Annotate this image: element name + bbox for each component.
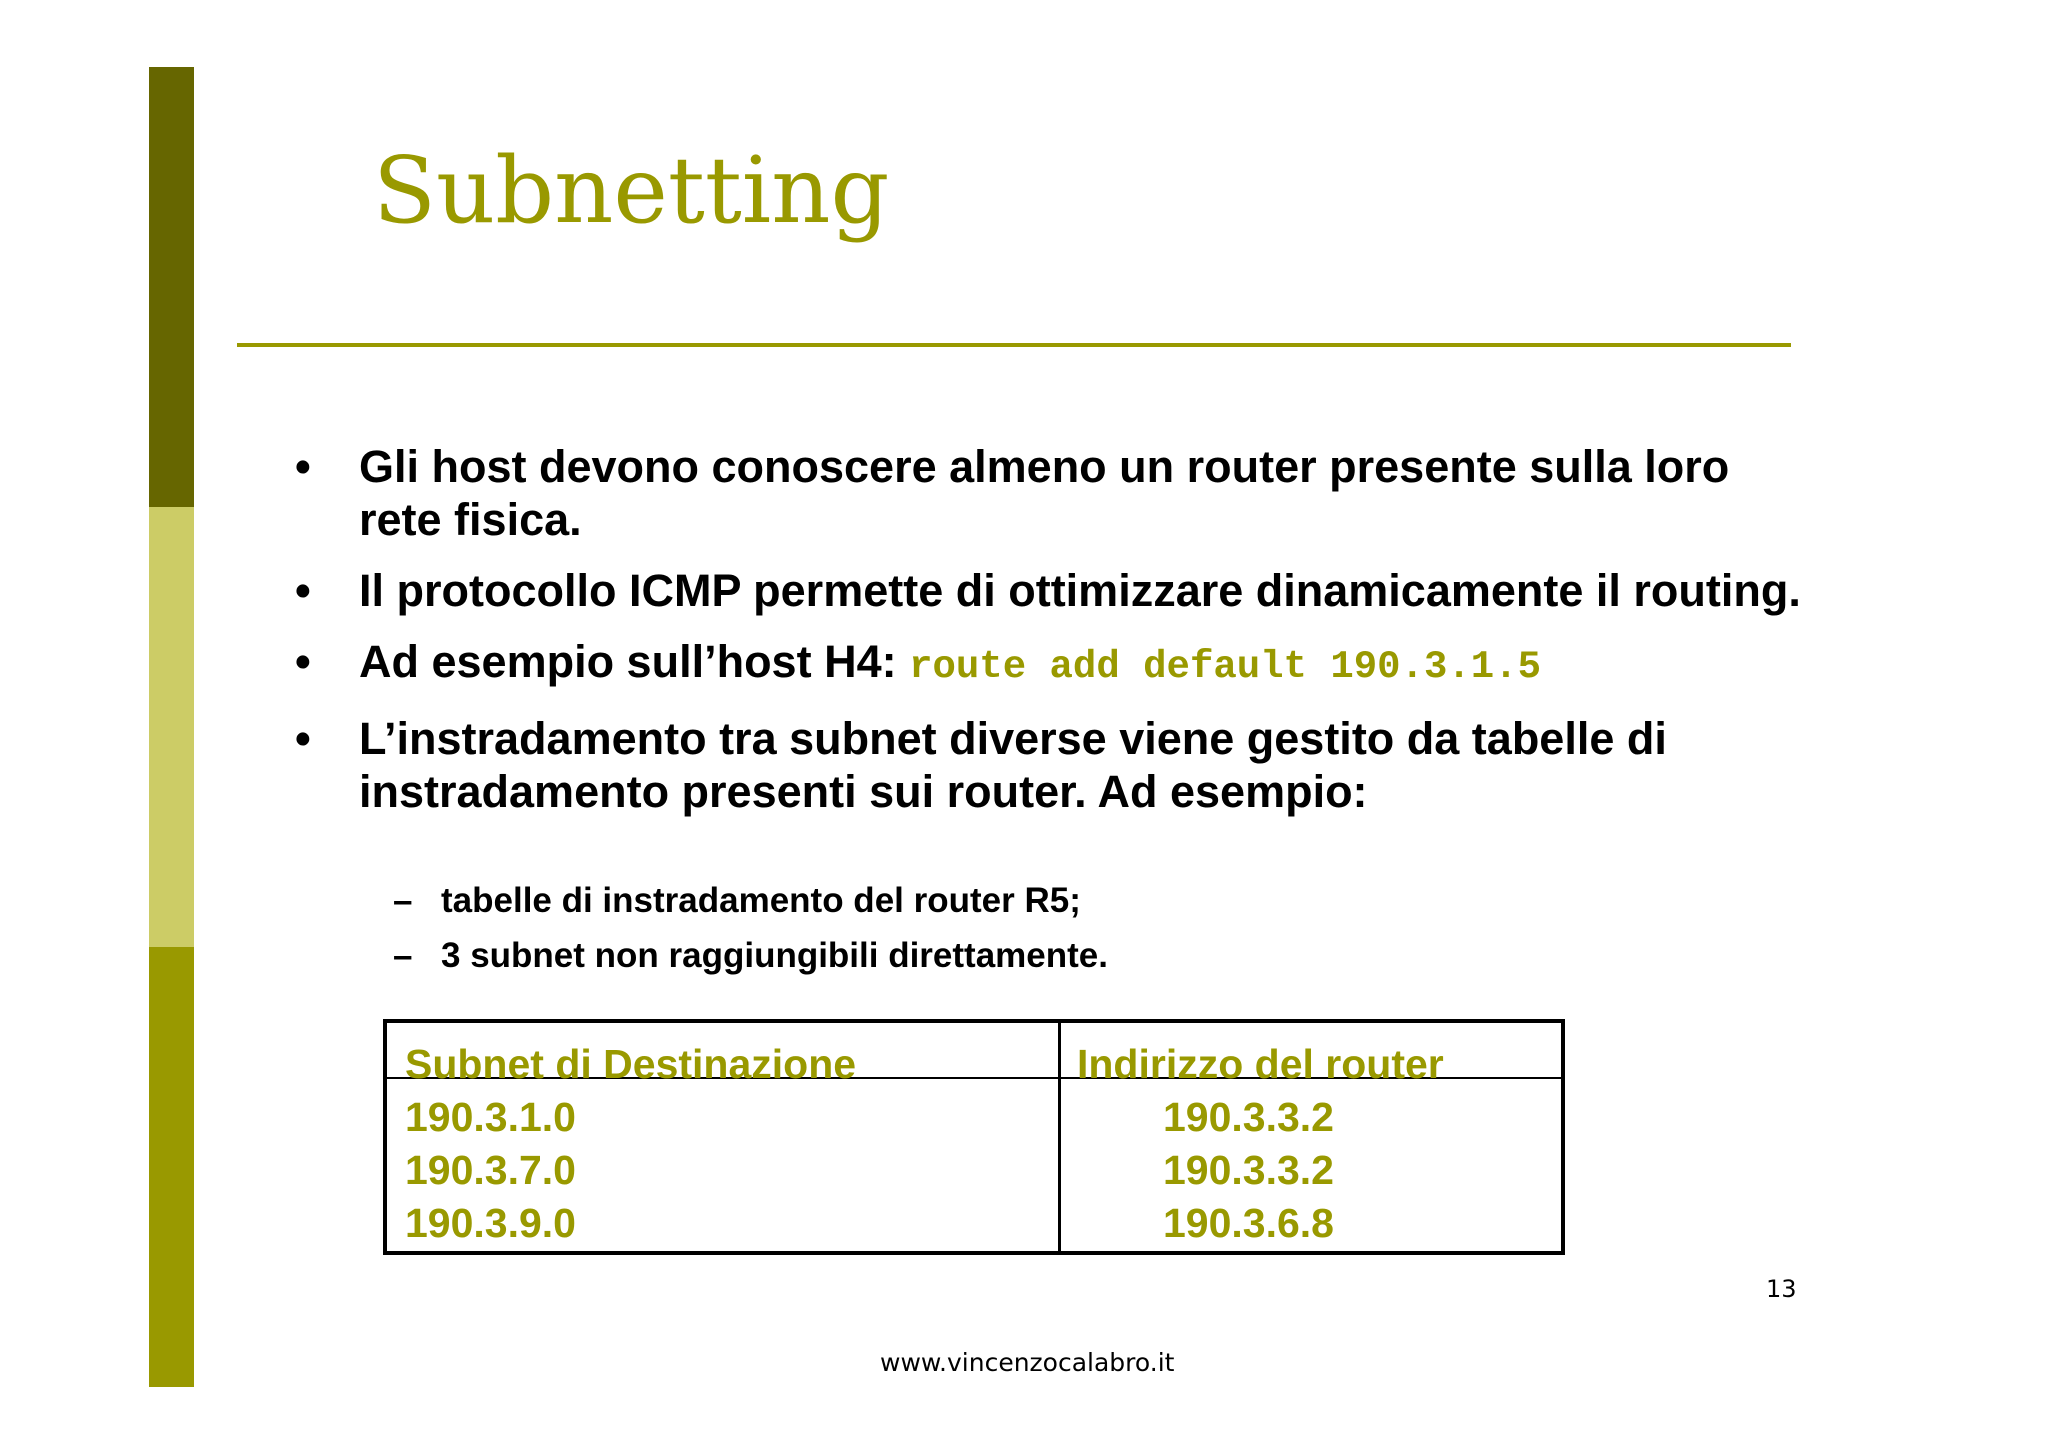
bullet-marker: •	[295, 713, 311, 764]
sub-bullet-marker: –	[393, 936, 413, 975]
bullet-marker: •	[295, 565, 311, 616]
sub-bullet-text: 3 subnet non raggiungibili direttamente.	[441, 936, 1108, 975]
sub-bullet-list	[393, 880, 1108, 990]
slide-title: Subnetting	[373, 137, 890, 244]
page-number: 13	[1766, 1275, 1797, 1303]
sub-bullet-text: tabelle di instradamento del router R5;	[441, 881, 1081, 920]
bullet-item	[295, 635, 1805, 694]
bullet-text: Ad esempio sull’host H4:	[359, 636, 910, 687]
column-divider	[1058, 1023, 1061, 1251]
bullet-item	[295, 440, 1805, 546]
sub-bullet-item	[393, 935, 1108, 977]
side-bar-dark	[149, 67, 194, 507]
title-underline	[237, 343, 1791, 347]
side-bar-light	[149, 507, 194, 947]
bullet-text: Gli host devono conoscere almeno un router presente sulla loro rete fisica.	[359, 441, 1730, 545]
bullet-marker: •	[295, 636, 311, 687]
bullet-item	[295, 712, 1805, 818]
header-router: Indirizzo del router	[1077, 1041, 1444, 1087]
bullet-text: L’instradamento tra subnet diverse viene gestito da tabelle di instradamento presenti sui router. Ad esempio:	[359, 713, 1667, 817]
footer-url: www.vincenzocalabro.it	[880, 1348, 1175, 1377]
table-cell-router: 190.3.3.2	[1163, 1094, 1334, 1140]
route-command: route add default 190.3.1.5	[909, 645, 1541, 689]
header-destination: Subnet di Destinazione	[405, 1041, 857, 1087]
table-cell-destination: 190.3.9.0	[405, 1200, 576, 1246]
sub-bullet-marker: –	[393, 881, 413, 920]
side-bar-medium	[149, 947, 194, 1387]
sub-bullet-item	[393, 880, 1108, 922]
routing-table	[383, 1019, 1565, 1255]
bullet-marker: •	[295, 441, 311, 492]
bullet-text: Il protocollo ICMP permette di ottimizzare dinamicamente il routing.	[359, 565, 1801, 616]
table-cell-router: 190.3.3.2	[1163, 1147, 1334, 1193]
table-cell-destination: 190.3.7.0	[405, 1147, 576, 1193]
table-cell-destination: 190.3.1.0	[405, 1094, 576, 1140]
bullet-item	[295, 564, 1805, 617]
table-cell-router: 190.3.6.8	[1163, 1200, 1334, 1246]
bullet-list	[295, 440, 1805, 836]
